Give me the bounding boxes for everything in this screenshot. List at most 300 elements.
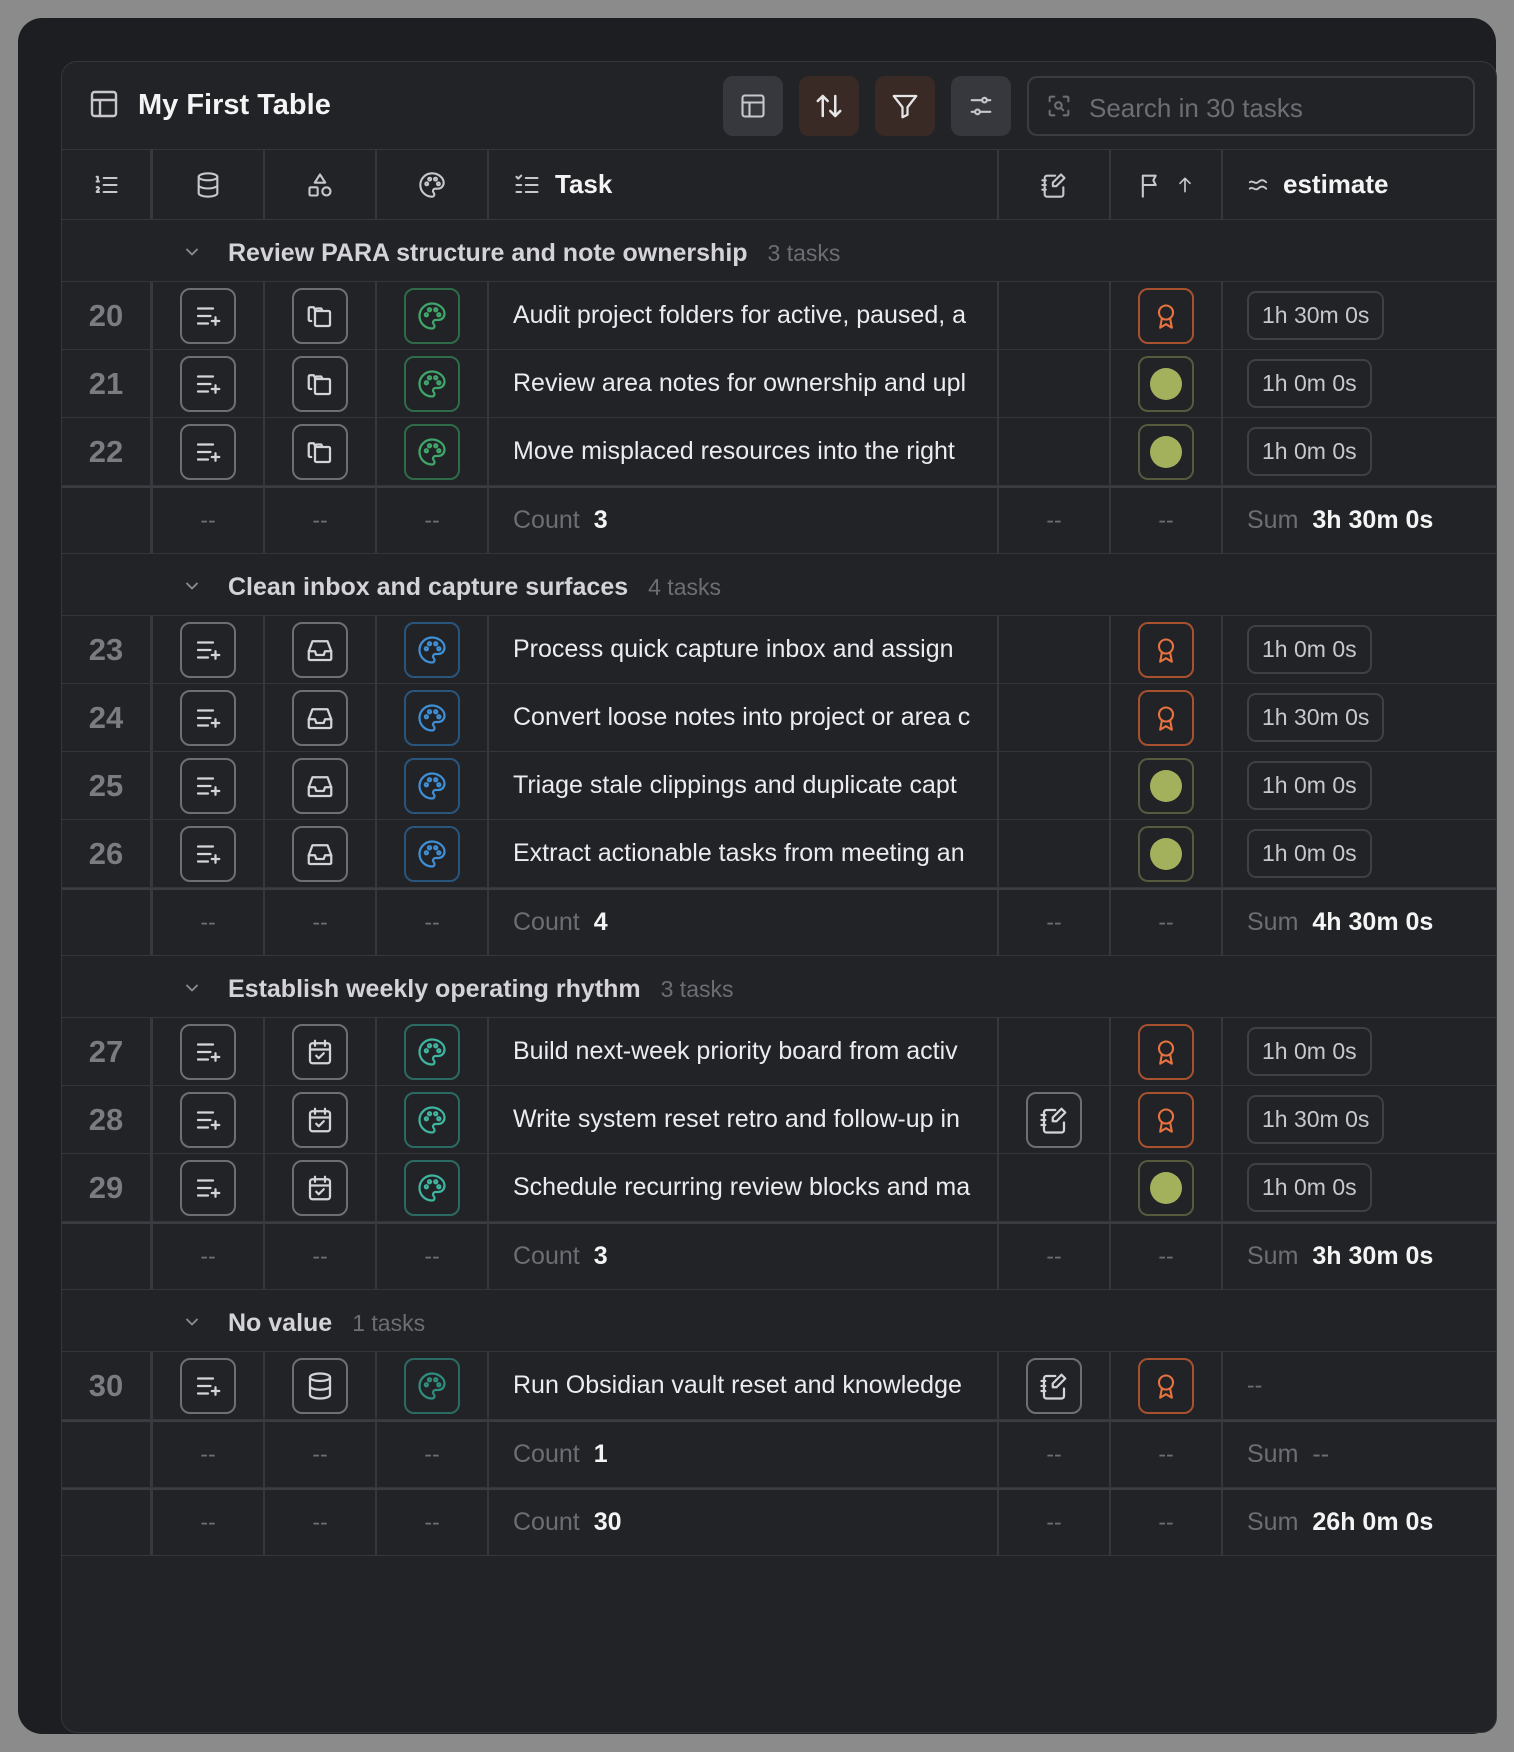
type-button[interactable] xyxy=(292,288,348,344)
inbox-icon xyxy=(305,635,335,665)
color-cell xyxy=(377,1018,489,1085)
table-row[interactable] xyxy=(62,418,1497,486)
note-cell xyxy=(999,1154,1111,1221)
table-row[interactable] xyxy=(62,616,1497,684)
open-task-button[interactable] xyxy=(180,1092,236,1148)
sum-label: Sum xyxy=(1247,1440,1299,1468)
color-button[interactable] xyxy=(404,356,460,412)
count-value: 1 xyxy=(593,1440,608,1468)
task-cell[interactable] xyxy=(489,418,999,485)
note-cell xyxy=(999,1018,1111,1085)
column-header-index[interactable] xyxy=(62,150,153,219)
open-task-button[interactable] xyxy=(180,826,236,882)
filter-icon xyxy=(890,91,920,121)
type-cell xyxy=(265,350,377,417)
table-row[interactable] xyxy=(62,684,1497,752)
column-header-shapes[interactable] xyxy=(265,150,377,219)
task-cell[interactable] xyxy=(489,1018,999,1085)
row-number: 27 xyxy=(88,1033,124,1069)
sort-arrows-icon xyxy=(814,91,844,121)
note-edit-icon xyxy=(1039,1371,1069,1401)
estimate-cell[interactable] xyxy=(1223,350,1497,417)
color-button[interactable] xyxy=(404,424,460,480)
collapse-toggle[interactable] xyxy=(182,242,202,267)
status-dot-button[interactable] xyxy=(1138,758,1194,814)
group-title: Clean inbox and capture surfaces 4 tasks xyxy=(228,573,721,601)
table-row[interactable] xyxy=(62,1154,1497,1222)
type-button[interactable] xyxy=(292,758,348,814)
group-footer xyxy=(62,1222,1497,1290)
palette-icon xyxy=(417,1371,447,1401)
column-header-estimate[interactable] xyxy=(1223,150,1497,219)
footer-count-cell[interactable] xyxy=(489,1422,999,1487)
flag-cell xyxy=(1111,1018,1223,1085)
list-add-icon xyxy=(193,369,223,399)
footer-sum-cell[interactable] xyxy=(1223,1422,1497,1487)
sort-ascending-icon[interactable] xyxy=(1175,175,1195,195)
column-header-flag[interactable] xyxy=(1111,150,1223,219)
task-name: Schedule recurring review blocks and ma xyxy=(513,1173,971,1201)
task-cell[interactable] xyxy=(489,1154,999,1221)
estimate-pill: 1h 0m 0s xyxy=(1247,761,1372,810)
footer-count-cell[interactable] xyxy=(489,488,999,553)
estimate-pill: 1h 0m 0s xyxy=(1247,625,1372,674)
column-header-palette[interactable] xyxy=(377,150,489,219)
list-add-icon xyxy=(193,839,223,869)
footer-cell: -- xyxy=(153,890,265,955)
collapse-toggle[interactable] xyxy=(182,978,202,1003)
task-cell[interactable] xyxy=(489,684,999,751)
footer-count-cell[interactable] xyxy=(489,1490,999,1555)
open-task-button[interactable] xyxy=(180,288,236,344)
note-button[interactable] xyxy=(1026,1358,1082,1414)
status-dot-button[interactable] xyxy=(1138,424,1194,480)
type-button[interactable] xyxy=(292,1160,348,1216)
color-button[interactable] xyxy=(404,758,460,814)
count-label: Count xyxy=(513,506,580,534)
type-button[interactable] xyxy=(292,1024,348,1080)
color-button[interactable] xyxy=(404,1092,460,1148)
table-header-bar xyxy=(62,62,1496,149)
search-scan-icon xyxy=(1045,92,1073,125)
open-task-cell xyxy=(153,616,265,683)
list-add-icon xyxy=(193,301,223,331)
open-task-button[interactable] xyxy=(180,1024,236,1080)
type-button[interactable] xyxy=(292,1092,348,1148)
folder-copy-icon xyxy=(305,437,335,467)
color-button[interactable] xyxy=(404,1358,460,1414)
calendar-check-icon xyxy=(305,1037,335,1067)
note-cell xyxy=(999,418,1111,485)
color-cell xyxy=(377,684,489,751)
inbox-icon xyxy=(305,839,335,869)
priority-badge[interactable] xyxy=(1138,288,1194,344)
task-cell[interactable] xyxy=(489,1352,999,1419)
priority-badge[interactable] xyxy=(1138,1092,1194,1148)
type-button[interactable] xyxy=(292,424,348,480)
priority-badge[interactable] xyxy=(1138,690,1194,746)
footer-count-cell[interactable] xyxy=(489,1224,999,1289)
open-task-cell xyxy=(153,1154,265,1221)
row-number: 30 xyxy=(88,1367,124,1403)
footer-cell: -- xyxy=(153,488,265,553)
open-task-cell xyxy=(153,418,265,485)
type-button[interactable] xyxy=(292,356,348,412)
count-label: Count xyxy=(513,1440,580,1468)
note-button[interactable] xyxy=(1026,1092,1082,1148)
task-cell[interactable] xyxy=(489,616,999,683)
open-task-button[interactable] xyxy=(180,622,236,678)
color-cell xyxy=(377,752,489,819)
row-number-cell xyxy=(62,1086,153,1153)
window-frame xyxy=(18,18,1496,1734)
note-cell xyxy=(999,1086,1111,1153)
calendar-check-icon xyxy=(305,1173,335,1203)
color-button[interactable] xyxy=(404,826,460,882)
estimate-cell[interactable] xyxy=(1223,1154,1497,1221)
palette-icon xyxy=(417,771,447,801)
table-row[interactable] xyxy=(62,282,1497,350)
task-name: Triage stale clippings and duplicate capt xyxy=(513,771,957,799)
footer-cell: -- xyxy=(153,1490,265,1555)
table-row[interactable] xyxy=(62,350,1497,418)
table-row[interactable] xyxy=(62,1352,1497,1420)
color-button[interactable] xyxy=(404,1024,460,1080)
row-number-cell xyxy=(62,1018,153,1085)
type-cell xyxy=(265,418,377,485)
color-cell xyxy=(377,1086,489,1153)
search-input[interactable] xyxy=(1027,76,1475,136)
color-button[interactable] xyxy=(404,288,460,344)
task-cell[interactable] xyxy=(489,752,999,819)
color-cell xyxy=(377,1154,489,1221)
footer-cell: -- xyxy=(377,1422,489,1487)
group-footer xyxy=(62,486,1497,554)
chevron-down-icon xyxy=(182,1312,202,1332)
open-task-cell xyxy=(153,1086,265,1153)
task-name: Write system reset retro and follow-up in xyxy=(513,1105,960,1133)
group-header[interactable] xyxy=(62,1290,1497,1352)
palette-icon xyxy=(417,635,447,665)
note-cell xyxy=(999,282,1111,349)
estimate-cell[interactable] xyxy=(1223,1352,1497,1419)
footer-cell: -- xyxy=(1111,1490,1223,1555)
task-cell[interactable] xyxy=(489,1086,999,1153)
note-cell xyxy=(999,820,1111,887)
flag-cell xyxy=(1111,282,1223,349)
estimate-pill: 1h 0m 0s xyxy=(1247,1163,1372,1212)
row-number: 25 xyxy=(88,767,124,803)
count-value: 3 xyxy=(593,1242,608,1270)
count-label: Count xyxy=(513,1242,580,1270)
color-cell xyxy=(377,350,489,417)
color-cell xyxy=(377,282,489,349)
estimate-column-label: estimate xyxy=(1283,169,1389,199)
note-cell xyxy=(999,616,1111,683)
sum-value: 26h 0m 0s xyxy=(1312,1508,1434,1536)
estimate-cell[interactable] xyxy=(1223,820,1497,887)
footer-count-cell[interactable] xyxy=(489,890,999,955)
task-cell[interactable] xyxy=(489,820,999,887)
open-task-cell xyxy=(153,282,265,349)
row-number: 21 xyxy=(88,365,124,401)
page-title: My First Table xyxy=(138,89,331,121)
list-add-icon xyxy=(193,1037,223,1067)
note-cell xyxy=(999,684,1111,751)
award-icon xyxy=(1152,1372,1180,1400)
chevron-down-icon xyxy=(182,242,202,262)
footer-sum-cell[interactable] xyxy=(1223,1490,1497,1555)
award-icon xyxy=(1152,704,1180,732)
flag-cell xyxy=(1111,418,1223,485)
footer-index-cell xyxy=(62,1490,153,1555)
group-count: 3 tasks xyxy=(767,240,841,266)
task-name: Run Obsidian vault reset and knowledge xyxy=(513,1371,962,1399)
list-icon xyxy=(513,171,541,199)
group-header[interactable] xyxy=(62,554,1497,616)
group-title: No value 1 tasks xyxy=(228,1309,426,1337)
group-footer xyxy=(62,1420,1497,1488)
task-column-label: Task xyxy=(555,169,613,199)
palette-icon xyxy=(417,1173,447,1203)
type-cell xyxy=(265,282,377,349)
estimate-cell[interactable] xyxy=(1223,282,1497,349)
estimate-cell[interactable] xyxy=(1223,684,1497,751)
open-task-cell xyxy=(153,1352,265,1419)
list-add-icon xyxy=(193,1173,223,1203)
group-spacer xyxy=(62,1290,153,1351)
database-icon xyxy=(305,1371,335,1401)
table-row[interactable] xyxy=(62,1018,1497,1086)
sum-value: -- xyxy=(1312,1440,1330,1468)
color-button[interactable] xyxy=(404,622,460,678)
folder-copy-icon xyxy=(305,301,335,331)
search-placeholder: Search in 30 tasks xyxy=(1089,93,1303,123)
footer-index-cell xyxy=(62,1224,153,1289)
footer-cell: -- xyxy=(265,1490,377,1555)
task-cell[interactable] xyxy=(489,350,999,417)
folder-copy-icon xyxy=(305,369,335,399)
estimate-pill: 1h 30m 0s xyxy=(1247,291,1384,340)
task-name: Move misplaced resources into the right xyxy=(513,437,955,465)
row-number-cell xyxy=(62,616,153,683)
status-dot xyxy=(1150,436,1182,468)
type-button[interactable] xyxy=(292,622,348,678)
color-cell xyxy=(377,1352,489,1419)
footer-cell: -- xyxy=(377,890,489,955)
task-name: Review area notes for ownership and upl xyxy=(513,369,967,397)
palette-icon xyxy=(417,1105,447,1135)
award-icon xyxy=(1152,302,1180,330)
group-spacer xyxy=(62,956,153,1017)
table-row[interactable] xyxy=(62,820,1497,888)
group-header[interactable] xyxy=(62,956,1497,1018)
group-header[interactable] xyxy=(62,220,1497,282)
sort-button[interactable] xyxy=(799,76,859,136)
status-dot-button[interactable] xyxy=(1138,826,1194,882)
color-cell xyxy=(377,820,489,887)
table-view-button[interactable] xyxy=(723,76,783,136)
note-edit-icon xyxy=(1039,1105,1069,1135)
type-button[interactable] xyxy=(292,690,348,746)
group-footer xyxy=(62,888,1497,956)
settings-button[interactable] xyxy=(951,76,1011,136)
count-value: 4 xyxy=(593,908,608,936)
estimate-cell[interactable] xyxy=(1223,418,1497,485)
flag-cell xyxy=(1111,820,1223,887)
type-cell xyxy=(265,1154,377,1221)
table-panel xyxy=(61,61,1497,1733)
sum-value: 3h 30m 0s xyxy=(1312,506,1434,534)
estimate-cell[interactable] xyxy=(1223,1018,1497,1085)
type-cell xyxy=(265,1352,377,1419)
row-number-cell xyxy=(62,350,153,417)
shapes-icon xyxy=(306,171,334,199)
count-value: 30 xyxy=(593,1508,622,1536)
footer-sum-cell[interactable] xyxy=(1223,488,1497,553)
inbox-icon xyxy=(305,771,335,801)
sum-value: 3h 30m 0s xyxy=(1312,1242,1434,1270)
palette-icon xyxy=(418,171,446,199)
award-icon xyxy=(1152,1038,1180,1066)
status-dot-button[interactable] xyxy=(1138,1160,1194,1216)
footer-cell: -- xyxy=(999,488,1111,553)
task-name: Build next-week priority board from activ xyxy=(513,1037,958,1065)
footer-cell: -- xyxy=(1111,1224,1223,1289)
row-number-cell xyxy=(62,1352,153,1419)
flag-cell xyxy=(1111,1352,1223,1419)
open-task-cell xyxy=(153,752,265,819)
footer-cell: -- xyxy=(265,1224,377,1289)
group-title: Establish weekly operating rhythm 3 tasks xyxy=(228,975,734,1003)
flag-cell xyxy=(1111,684,1223,751)
task-name: Extract actionable tasks from meeting an xyxy=(513,839,965,867)
open-task-button[interactable] xyxy=(180,690,236,746)
row-number-cell xyxy=(62,820,153,887)
color-button[interactable] xyxy=(404,1160,460,1216)
group-count: 1 tasks xyxy=(352,1310,426,1336)
list-add-icon xyxy=(193,437,223,467)
task-name: Process quick capture inbox and assign xyxy=(513,635,954,663)
filter-button[interactable] xyxy=(875,76,935,136)
award-icon xyxy=(1152,636,1180,664)
priority-badge[interactable] xyxy=(1138,1024,1194,1080)
flag-cell xyxy=(1111,1154,1223,1221)
palette-icon xyxy=(417,1037,447,1067)
task-name: Convert loose notes into project or area c xyxy=(513,703,971,731)
type-cell xyxy=(265,752,377,819)
table-row[interactable] xyxy=(62,1086,1497,1154)
list-add-icon xyxy=(193,703,223,733)
open-task-cell xyxy=(153,820,265,887)
group-title: Review PARA structure and note ownership 3 tasks xyxy=(228,239,841,267)
footer-cell: -- xyxy=(377,488,489,553)
footer-cell: -- xyxy=(999,1224,1111,1289)
estimate-pill: 1h 0m 0s xyxy=(1247,1027,1372,1076)
type-button[interactable] xyxy=(292,826,348,882)
footer-cell: -- xyxy=(377,1490,489,1555)
row-number: 23 xyxy=(88,631,124,667)
estimate-cell[interactable] xyxy=(1223,1086,1497,1153)
open-task-cell xyxy=(153,1018,265,1085)
group-spacer xyxy=(62,554,153,615)
estimate-pill: 1h 0m 0s xyxy=(1247,427,1372,476)
group-count: 3 tasks xyxy=(660,976,734,1002)
ordered-list-icon xyxy=(92,171,120,199)
collapse-toggle[interactable] xyxy=(182,576,202,601)
column-header-row xyxy=(62,149,1497,220)
open-task-button[interactable] xyxy=(180,758,236,814)
row-number: 24 xyxy=(88,699,124,735)
estimate-cell[interactable] xyxy=(1223,616,1497,683)
total-footer xyxy=(62,1488,1497,1556)
row-number: 28 xyxy=(88,1101,124,1137)
collapse-toggle[interactable] xyxy=(182,1312,202,1337)
flag-cell xyxy=(1111,752,1223,819)
estimate-empty: -- xyxy=(1247,1372,1263,1398)
note-cell xyxy=(999,752,1111,819)
priority-badge[interactable] xyxy=(1138,1358,1194,1414)
status-dot-button[interactable] xyxy=(1138,356,1194,412)
type-cell xyxy=(265,616,377,683)
flag-cell xyxy=(1111,1086,1223,1153)
sum-value: 4h 30m 0s xyxy=(1312,908,1434,936)
note-cell xyxy=(999,350,1111,417)
footer-cell: -- xyxy=(265,488,377,553)
sliders-icon xyxy=(967,92,995,120)
estimate-pill: 1h 30m 0s xyxy=(1247,693,1384,742)
color-button[interactable] xyxy=(404,690,460,746)
priority-badge[interactable] xyxy=(1138,622,1194,678)
footer-cell: -- xyxy=(1111,1422,1223,1487)
status-dot xyxy=(1150,368,1182,400)
color-cell xyxy=(377,616,489,683)
open-task-button[interactable] xyxy=(180,1160,236,1216)
table-row[interactable] xyxy=(62,752,1497,820)
row-number: 26 xyxy=(88,835,124,871)
palette-icon xyxy=(417,437,447,467)
footer-sum-cell[interactable] xyxy=(1223,1224,1497,1289)
open-task-cell xyxy=(153,350,265,417)
footer-index-cell xyxy=(62,488,153,553)
palette-icon xyxy=(417,839,447,869)
open-task-button[interactable] xyxy=(180,356,236,412)
flag-cell xyxy=(1111,616,1223,683)
inbox-icon xyxy=(305,703,335,733)
column-header-note[interactable] xyxy=(999,150,1111,219)
footer-sum-cell[interactable] xyxy=(1223,890,1497,955)
approx-icon xyxy=(1247,174,1269,196)
estimate-cell[interactable] xyxy=(1223,752,1497,819)
type-cell xyxy=(265,1086,377,1153)
task-name: Audit project folders for active, paused, a xyxy=(513,301,967,329)
column-header-task[interactable] xyxy=(489,150,999,219)
estimate-pill: 1h 30m 0s xyxy=(1247,1095,1384,1144)
row-number-cell xyxy=(62,684,153,751)
type-button[interactable] xyxy=(292,1358,348,1414)
count-value: 3 xyxy=(593,506,608,534)
row-number: 20 xyxy=(88,297,124,333)
sum-label: Sum xyxy=(1247,1242,1299,1270)
row-number-cell xyxy=(62,418,153,485)
palette-icon xyxy=(417,703,447,733)
task-cell[interactable] xyxy=(489,282,999,349)
list-add-icon xyxy=(193,1105,223,1135)
open-task-button[interactable] xyxy=(180,1358,236,1414)
open-task-button[interactable] xyxy=(180,424,236,480)
column-header-database[interactable] xyxy=(153,150,265,219)
footer-index-cell xyxy=(62,1422,153,1487)
